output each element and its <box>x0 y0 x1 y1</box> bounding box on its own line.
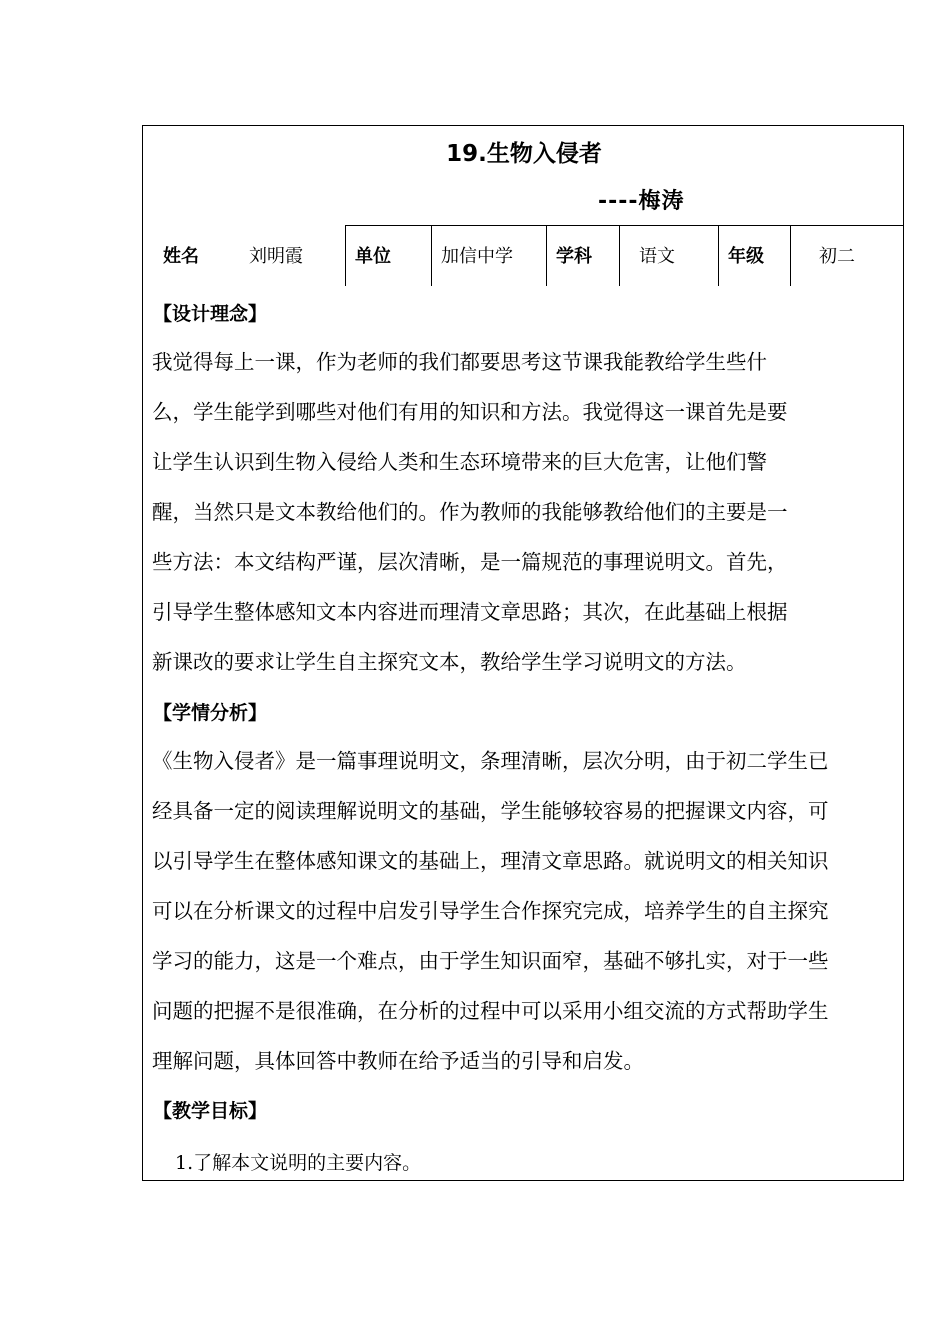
author-line: ----梅涛 <box>598 189 685 214</box>
text-line: 问题的把握不是很准确，在分析的过程中可以采用小组交流的方式帮助学生 <box>152 999 829 1023</box>
text-line: 学习的能力，这是一个难点，由于学生知识面窄，基础不够扎实，对于一些 <box>152 949 829 973</box>
grade-label: 年级 <box>728 246 764 267</box>
goals-heading: 【教学目标】 <box>153 1100 268 1122</box>
text-line: 些方法：本文结构严谨，层次清晰，是一篇规范的事理说明文。首先， <box>152 550 788 574</box>
text-line: 么，学生能学到哪些对他们有用的知识和方法。我觉得这一课首先是要 <box>152 400 788 424</box>
text-line: 醒，当然只是文本教给他们的。作为教师的我能够教给他们的主要是一 <box>152 500 788 524</box>
analysis-paragraph <box>152 736 892 1086</box>
analysis-heading: 【学情分析】 <box>153 702 268 724</box>
info-divider <box>619 226 620 286</box>
subject-label: 学科 <box>556 246 592 267</box>
lesson-title: 19.生物入侵者 <box>446 141 602 167</box>
info-divider <box>790 226 791 286</box>
goal-item: 1.了解本文说明的主要内容。 <box>175 1152 422 1174</box>
text-line: 理解问题，具体回答中教师在给予适当的引导和启发。 <box>152 1049 644 1073</box>
design-paragraph <box>152 337 892 687</box>
text-line: 让学生认识到生物入侵给人类和生态环境带来的巨大危害，让他们警 <box>152 450 767 474</box>
name-value: 刘明霞 <box>249 246 303 267</box>
subject-value: 语文 <box>639 246 675 267</box>
info-divider <box>718 226 719 286</box>
info-divider <box>546 226 547 286</box>
text-line: 可以在分析课文的过程中启发引导学生合作探究完成，培养学生的自主探究 <box>152 899 829 923</box>
text-line: 经具备一定的阅读理解说明文的基础，学生能够较容易的把握课文内容，可 <box>152 799 829 823</box>
text-line: 以引导学生在整体感知课文的基础上，理清文章思路。就说明文的相关知识 <box>152 849 829 873</box>
name-label: 姓名 <box>163 246 199 267</box>
info-divider <box>345 226 346 286</box>
unit-label: 单位 <box>355 246 391 267</box>
text-line: 新课改的要求让学生自主探究文本，教给学生学习说明文的方法。 <box>152 650 747 674</box>
unit-value: 加信中学 <box>441 246 513 267</box>
design-heading: 【设计理念】 <box>153 303 268 325</box>
text-line: 《生物入侵者》是一篇事理说明文，条理清晰，层次分明，由于初二学生已 <box>152 749 829 773</box>
grade-value: 初二 <box>819 246 855 267</box>
text-line: 我觉得每上一课，作为老师的我们都要思考这节课我能教给学生些什 <box>152 350 767 374</box>
text-line: 引导学生整体感知文本内容进而理清文章思路；其次，在此基础上根据 <box>152 600 788 624</box>
info-row-top-border <box>345 225 903 226</box>
lesson-plan-table <box>142 125 904 1181</box>
info-divider <box>431 226 432 286</box>
